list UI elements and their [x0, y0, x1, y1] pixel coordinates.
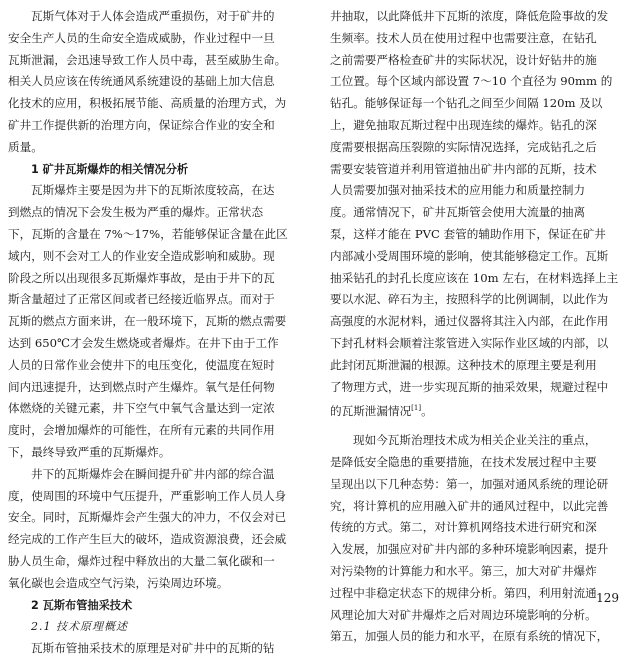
text-line: 域内，则不会对工人的作业安全造成影响和威胁。现 — [8, 248, 275, 263]
text-line: 瓦斯气体对于人体会造成严重损伤，对于矿井的 — [31, 9, 275, 23]
text-line: 井下的瓦斯爆炸会在瞬间提升矿井内部的综合温 — [31, 466, 275, 481]
text-line — [330, 398, 626, 420]
text-line: 体燃烧的关键元素，井下空气中氧气含量达到一定浓 — [8, 401, 275, 416]
right-column — [330, 6, 626, 648]
text-line: 下封孔材料会顺着注浆管进入实际作业区域的内部，以 — [330, 335, 609, 350]
text-line: 瓦斯爆炸主要是因为井下的瓦斯浓度较高，在达 — [31, 183, 275, 198]
text-line: 间内迅速提升，达到燃点时产生爆炸。氧气是任何物 — [8, 379, 275, 394]
text-line: 了物理方式，进一步实现瓦斯的抽采效果，规避过程中 — [330, 379, 609, 394]
text-line: 抽采钻孔的封孔长度应该在 10m 左右，在材料选择上主 — [330, 270, 619, 285]
section-heading-2: 2 瓦斯布管抽采技术 — [31, 598, 133, 612]
text-line: 质量。 — [8, 139, 43, 154]
text-fragment: 。 — [421, 404, 433, 419]
text-line: 人员的日常作业会使井下的电压变化，使温度在短时 — [8, 357, 275, 372]
text-line: 下，最终导致严重的瓦斯爆炸。 — [8, 444, 171, 459]
text-line: 工位置。每个区域内部设置 7～10 个直径为 90mm 的 — [330, 74, 613, 89]
text-line: 安全生产人员的生命安全造成威胁，作业过程中一旦 — [8, 30, 275, 45]
text-line: 胁人员生命，爆炸过程中释放出的大量二氧化碳和一 — [8, 553, 275, 568]
text-line: 第五，加强人员的能力和水平，在原有系统的情况下， — [330, 629, 609, 644]
text-line: 对污染物的计算能力和水平。第三，加大对矿井爆炸 — [330, 563, 597, 578]
citation-marker: [1] — [411, 404, 422, 413]
text-line: 相关人员应该在传统通风系统建设的基础上加大信息 — [8, 74, 275, 89]
page-number: 129 — [596, 591, 619, 605]
text-line: 瓦斯泄漏，会迅速导致工作人员中毒，甚至威胁生命。 — [8, 52, 287, 67]
technique-paragraph — [330, 6, 626, 420]
text-line: 度需要根据高压裂隙的实际情况选择，完成钻孔之后 — [330, 139, 597, 154]
text-line: 井抽取，以此降低井下瓦斯的浓度，降低危险事故的发 — [330, 9, 609, 23]
text-line: 化技术的应用，积极拓展节能、高质量的治理方式，为 — [8, 96, 287, 111]
text-line: 风理论加大对矿井爆炸之后对周边环境影响的分析。 — [330, 607, 597, 622]
text-line: 瓦斯布管抽采技术的原理是对矿井中的瓦斯的钻 — [31, 641, 275, 656]
text-line: 氧化碳也会造成空气污染，污染周边环境。 — [8, 575, 229, 590]
left-column — [8, 6, 308, 660]
text-line: 度。通常情况下，矿井瓦斯管会使用大流量的抽离 — [330, 205, 586, 220]
explosion-paragraph — [8, 180, 308, 463]
text-line: 瓦斯的燃点方面来讲，在一般环境下，瓦斯的燃点需要 — [8, 314, 287, 329]
text-line: 高强度的水泥材料，通过仪器将其注入内部，在此作用 — [330, 314, 609, 329]
text-line: 下，瓦斯的含量在 7%～17%，若能够保证含量在此区 — [8, 226, 288, 241]
text-line: 钻孔。能够保证每一个钻孔之间至少间隔 120m 及以 — [330, 96, 603, 111]
text-line: 达到 650℃才会发生燃烧或者爆炸。在井下由于工作 — [8, 335, 279, 350]
text-line: 斯含量超过了正常区间或者已经接近临界点。而对于 — [8, 292, 275, 307]
text-line: 阶段之所以出现很多瓦斯爆炸事故，是由于井下的瓦 — [8, 270, 275, 285]
text-line: 之前需要严格检查矿井的实际状况，设计好钻井的施 — [330, 52, 597, 67]
text-line: 度，使周围的环境中气压提升，严重影响工作人员人身 — [8, 488, 287, 503]
text-line: 到燃点的情况下会发生极为严重的爆炸。正常状态 — [8, 205, 264, 220]
text-line: 传统的方式。第二，对计算机网络技术进行研究和深 — [330, 520, 597, 535]
text-line: 生频率。技术人员在使用过程中也需要注意，在钻孔 — [330, 30, 597, 45]
text-fragment: 的瓦斯泄漏情况 — [330, 404, 412, 419]
text-line: 是降低安全隐患的重要措施，在技术发展过程中主要 — [330, 454, 597, 469]
text-line: 需要安装管道并利用管道抽出矿井内部的瓦斯，技术 — [330, 161, 597, 176]
text-line: 要以水泥、碎石为主，按照科学的比例调制，以此作为 — [330, 292, 609, 307]
text-line: 经完成的工作产生巨大的破坏，造成资源浪费，还会威 — [8, 532, 287, 547]
text-line: 究，将计算机的应用融入矿井的通风过程中，以此完善 — [330, 498, 609, 513]
intro-paragraph — [8, 6, 308, 159]
text-line: 过程中非稳定状态下的规律分析。第四，利用射流通 — [330, 585, 597, 600]
trends-paragraph — [330, 430, 626, 648]
text-line: 人员需要加强对抽采技术的应用能力和质量控制力 — [330, 183, 586, 198]
text-line: 上，避免抽取瓦斯过程中出现连续的爆炸。钻孔的深 — [330, 117, 597, 132]
text-line: 此封闭瓦斯泄漏的根源。这种技术的原理主要是利用 — [330, 357, 597, 372]
text-line: 现如今瓦斯治理技术成为相关企业关注的重点， — [353, 433, 597, 448]
text-line: 呈现出以下几种态势：第一，加强对通风系统的理论研 — [330, 476, 609, 491]
text-line: 泵，这样才能在 PVC 套管的辅助作用下，保证在矿井 — [330, 226, 606, 241]
impact-paragraph — [8, 464, 308, 595]
text-line: 入发展，加强应对矿井内部的多种环境影响因素，提升 — [330, 542, 609, 557]
subsection-heading: 2.1 技术原理概述 — [31, 620, 128, 634]
text-line: 安全。同时，瓦斯爆炸会产生强大的冲力，不仅会对已 — [8, 510, 287, 525]
text-line: 矿井工作提供新的治理方向，保证综合作业的安全和 — [8, 117, 275, 132]
text-line: 度时，会增加爆炸的可能性，在所有元素的共同作用 — [8, 423, 275, 438]
section-heading-1: 1 矿井瓦斯爆炸的相关情况分析 — [31, 162, 189, 176]
text-line: 内部减小受周围环境的影响，使其能够稳定工作。瓦斯 — [330, 248, 609, 263]
